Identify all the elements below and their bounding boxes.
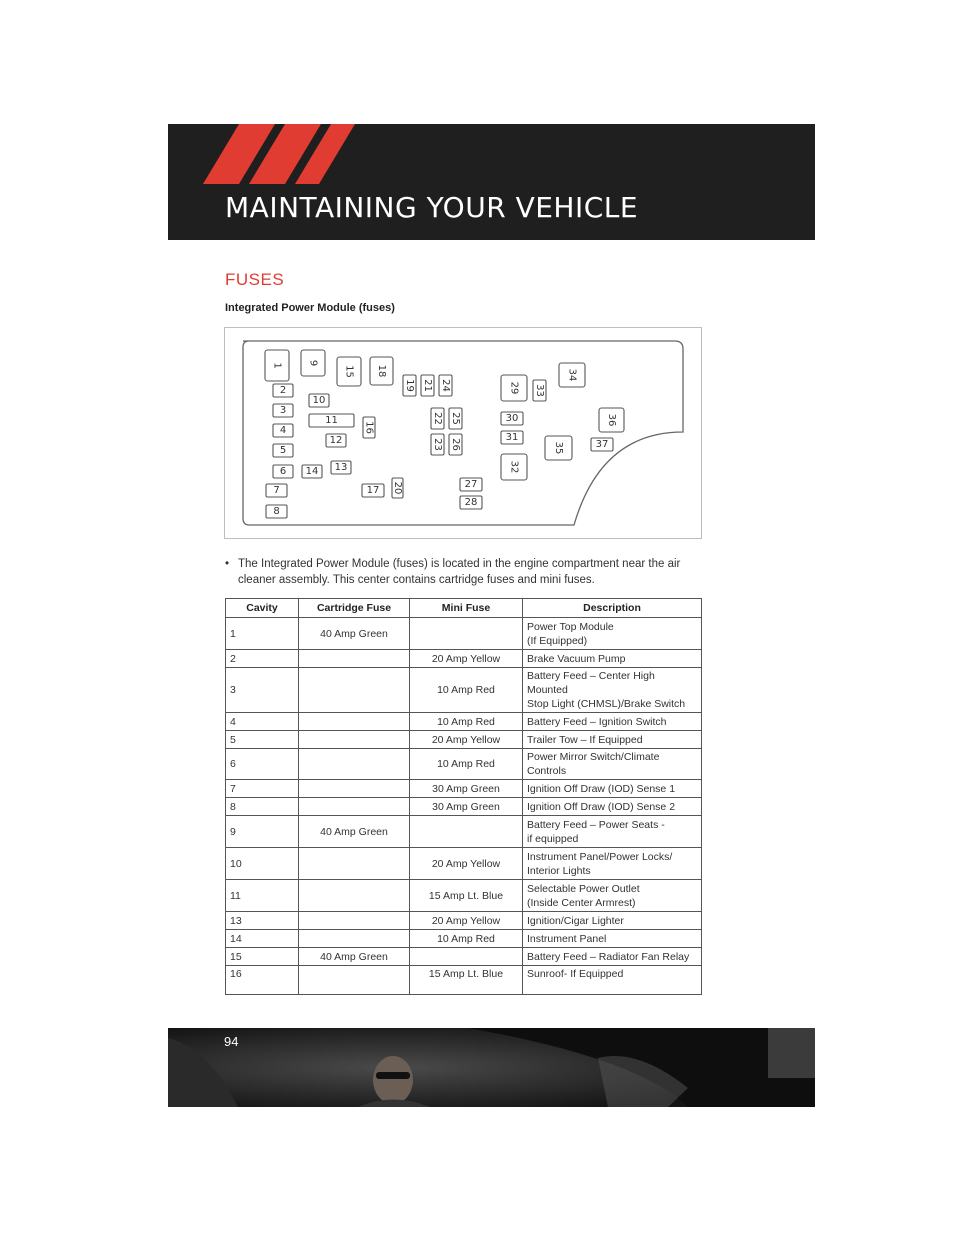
table-row bbox=[226, 650, 702, 668]
description-line: (If Equipped) bbox=[527, 634, 588, 647]
fuse-slot bbox=[403, 375, 416, 396]
fuse-slot-label: 29 bbox=[508, 381, 520, 395]
fuse-slot bbox=[501, 454, 527, 480]
fuse-slot-label: 27 bbox=[464, 479, 478, 490]
mini-fuse-cell: 20 Amp Yellow bbox=[410, 912, 523, 930]
description-line: Brake Vacuum Pump bbox=[527, 652, 626, 665]
fuse-slot-label: 12 bbox=[329, 435, 343, 446]
description-cell bbox=[523, 780, 702, 798]
header-cavity: Cavity bbox=[226, 599, 299, 618]
description-line: Battery Feed – Center High Mounted bbox=[527, 670, 655, 696]
description-line: Stop Light (CHMSL)/Brake Switch bbox=[527, 698, 686, 710]
fuse-slot bbox=[501, 375, 527, 401]
description-cell bbox=[523, 948, 702, 966]
fuse-slot bbox=[273, 465, 293, 478]
header-description: Description bbox=[523, 599, 702, 618]
description-line: Trailer Tow – If Equipped bbox=[527, 733, 643, 746]
cartridge-fuse-cell bbox=[299, 880, 410, 912]
location-note-text: The Integrated Power Module (fuses) is located in the engine compartment near the air cleaner assembly. This center contains cartridge fuses and mini fuses. bbox=[238, 558, 681, 586]
fuse-slot bbox=[545, 436, 572, 460]
mini-fuse-cell bbox=[410, 948, 523, 966]
table-row bbox=[226, 618, 702, 650]
fuse-slot-label: 31 bbox=[505, 432, 519, 443]
fuse-slot-label: 19 bbox=[404, 379, 415, 392]
description-line: Ignition Off Draw (IOD) Sense 2 bbox=[527, 800, 676, 813]
cavity-cell: 10 bbox=[226, 848, 299, 880]
fuse-slot bbox=[559, 363, 585, 387]
table-row bbox=[226, 966, 702, 995]
fuse-slot-label: 35 bbox=[553, 441, 564, 455]
fuse-slot-label: 3 bbox=[279, 405, 287, 416]
cartridge-fuse-cell bbox=[299, 848, 410, 880]
description-cell bbox=[523, 668, 702, 713]
fuse-slot bbox=[302, 465, 322, 478]
fuse-slot-label: 10 bbox=[312, 395, 326, 406]
mini-fuse-cell: 10 Amp Red bbox=[410, 713, 523, 731]
cavity-cell: 14 bbox=[226, 930, 299, 948]
page-number: 94 bbox=[224, 1034, 239, 1049]
fuse-slot bbox=[392, 478, 403, 498]
table-row bbox=[226, 798, 702, 816]
cartridge-fuse-cell bbox=[299, 912, 410, 930]
fuse-slot-label: 4 bbox=[279, 425, 287, 436]
description-cell bbox=[523, 798, 702, 816]
fuse-slot bbox=[501, 431, 523, 444]
fuse-slot bbox=[273, 424, 293, 437]
fuse-slot bbox=[431, 408, 444, 429]
cartridge-fuse-cell bbox=[299, 668, 410, 713]
description-cell bbox=[523, 848, 702, 880]
description-line: Battery Feed – Ignition Switch bbox=[527, 715, 667, 728]
fuse-slot-label: 21 bbox=[422, 379, 433, 392]
mini-fuse-cell: 15 Amp Lt. Blue bbox=[410, 966, 523, 995]
table-row bbox=[226, 880, 702, 912]
fuse-slot-label: 1 bbox=[271, 362, 283, 369]
cartridge-fuse-cell bbox=[299, 966, 410, 995]
cartridge-fuse-cell bbox=[299, 731, 410, 749]
fuse-slot bbox=[421, 375, 434, 396]
fuse-slot bbox=[326, 434, 346, 447]
fuse-slot bbox=[266, 505, 287, 518]
table-row bbox=[226, 816, 702, 848]
table-row bbox=[226, 912, 702, 930]
mini-fuse-cell: 15 Amp Lt. Blue bbox=[410, 880, 523, 912]
cavity-cell: 8 bbox=[226, 798, 299, 816]
description-cell bbox=[523, 930, 702, 948]
fuse-slot bbox=[370, 357, 393, 385]
cartridge-fuse-cell bbox=[299, 798, 410, 816]
description-cell bbox=[523, 650, 702, 668]
cartridge-fuse-cell: 40 Amp Green bbox=[299, 948, 410, 966]
chapter-header bbox=[168, 124, 815, 240]
description-line: Sunroof- If Equipped bbox=[527, 968, 624, 980]
cavity-cell: 5 bbox=[226, 731, 299, 749]
fuse-slot-label: 23 bbox=[432, 438, 443, 451]
fuse-slot-label: 28 bbox=[464, 497, 478, 508]
fuse-slot-label: 22 bbox=[432, 412, 443, 425]
table-row bbox=[226, 731, 702, 749]
cavity-cell: 13 bbox=[226, 912, 299, 930]
fuse-slot bbox=[591, 438, 613, 451]
chapter-title: MAINTAINING YOUR VEHICLE bbox=[225, 191, 639, 224]
fuse-slot bbox=[265, 350, 289, 381]
mini-fuse-cell bbox=[410, 618, 523, 650]
fuse-slot bbox=[460, 496, 482, 509]
fuse-table bbox=[225, 598, 702, 995]
table-row bbox=[226, 848, 702, 880]
description-line: Battery Feed – Radiator Fan Relay bbox=[527, 950, 690, 963]
fuse-slot-label: 36 bbox=[606, 413, 617, 427]
mini-fuse-cell: 10 Amp Red bbox=[410, 930, 523, 948]
fuse-slot bbox=[273, 404, 293, 417]
fuse-slot-label: 24 bbox=[440, 379, 451, 392]
description-line: Instrument Panel bbox=[527, 932, 607, 945]
fuse-slot-label: 33 bbox=[534, 384, 545, 397]
description-line: (Inside Center Armrest) bbox=[527, 896, 636, 909]
fuse-slot-label: 17 bbox=[366, 485, 380, 496]
table-row bbox=[226, 713, 702, 731]
cavity-cell: 9 bbox=[226, 816, 299, 848]
fuse-slot-label: 30 bbox=[505, 413, 519, 424]
mini-fuse-cell: 10 Amp Red bbox=[410, 668, 523, 713]
cavity-cell: 3 bbox=[226, 668, 299, 713]
fuse-slot-label: 6 bbox=[279, 466, 287, 477]
description-line: Ignition Off Draw (IOD) Sense 1 bbox=[527, 782, 676, 795]
fuse-slot-label: 16 bbox=[363, 421, 375, 434]
mini-fuse-cell: 30 Amp Green bbox=[410, 798, 523, 816]
cartridge-fuse-cell bbox=[299, 749, 410, 780]
description-cell bbox=[523, 912, 702, 930]
fuse-slot bbox=[273, 384, 293, 397]
description-line: if equipped bbox=[527, 832, 579, 845]
cavity-cell: 7 bbox=[226, 780, 299, 798]
fuse-slot-label: 18 bbox=[376, 364, 387, 378]
fuse-slot bbox=[460, 478, 482, 491]
fuse-slot bbox=[309, 414, 354, 427]
section-title: FUSES bbox=[225, 270, 285, 289]
fuse-slot bbox=[449, 434, 462, 455]
table-row bbox=[226, 948, 702, 966]
section-subtitle: Integrated Power Module (fuses) bbox=[225, 302, 395, 314]
fuse-slot-label: 25 bbox=[450, 412, 461, 425]
fuse-slot bbox=[362, 484, 384, 497]
fuse-slot-label: 20 bbox=[392, 481, 403, 495]
cartridge-fuse-cell bbox=[299, 650, 410, 668]
description-cell bbox=[523, 731, 702, 749]
cartridge-fuse-cell bbox=[299, 713, 410, 731]
description-cell bbox=[523, 966, 702, 995]
fuse-slot bbox=[309, 394, 329, 407]
location-note bbox=[225, 556, 705, 588]
fuse-box-diagram bbox=[224, 327, 702, 539]
fuse-slot bbox=[273, 444, 293, 457]
cavity-cell: 1 bbox=[226, 618, 299, 650]
fuse-slot bbox=[337, 357, 361, 386]
description-cell bbox=[523, 713, 702, 731]
cavity-cell: 15 bbox=[226, 948, 299, 966]
fuse-slot-label: 26 bbox=[450, 438, 461, 451]
footer-photo bbox=[168, 1028, 815, 1107]
fuse-slot bbox=[266, 484, 287, 497]
mini-fuse-cell: 20 Amp Yellow bbox=[410, 650, 523, 668]
fuse-slot-label: 32 bbox=[508, 460, 520, 474]
cartridge-fuse-cell: 40 Amp Green bbox=[299, 816, 410, 848]
mini-fuse-cell bbox=[410, 816, 523, 848]
mini-fuse-cell: 10 Amp Red bbox=[410, 749, 523, 780]
description-line: Power Mirror Switch/Climate Controls bbox=[527, 751, 660, 777]
description-cell bbox=[523, 880, 702, 912]
fuse-slot-label: 11 bbox=[325, 415, 338, 426]
mini-fuse-cell: 20 Amp Yellow bbox=[410, 848, 523, 880]
description-cell bbox=[523, 749, 702, 780]
header-cartridge-fuse: Cartridge Fuse bbox=[299, 599, 410, 618]
mini-fuse-cell: 30 Amp Green bbox=[410, 780, 523, 798]
fuse-slot bbox=[533, 380, 546, 401]
fuse-slot-label: 14 bbox=[305, 466, 319, 477]
description-line: Selectable Power Outlet bbox=[527, 882, 640, 895]
fuse-slot bbox=[331, 461, 351, 474]
fuse-slot-label: 8 bbox=[273, 506, 280, 517]
table-header-row bbox=[226, 599, 702, 618]
fuse-slot bbox=[301, 350, 325, 376]
cavity-cell: 11 bbox=[226, 880, 299, 912]
cartridge-fuse-cell bbox=[299, 930, 410, 948]
cavity-cell: 16 bbox=[226, 966, 299, 995]
table-row bbox=[226, 749, 702, 780]
fuse-slot-label: 7 bbox=[273, 485, 280, 496]
description-line: Instrument Panel/Power Locks/ bbox=[527, 850, 673, 863]
description-line: Power Top Module bbox=[527, 620, 614, 633]
cartridge-fuse-cell: 40 Amp Green bbox=[299, 618, 410, 650]
description-line: Battery Feed – Power Seats - bbox=[527, 818, 665, 831]
description-line: Interior Lights bbox=[527, 864, 591, 877]
cartridge-fuse-cell bbox=[299, 780, 410, 798]
fuse-box-drawing bbox=[225, 328, 701, 538]
description-cell bbox=[523, 816, 702, 848]
fuse-slot-label: 34 bbox=[566, 368, 578, 382]
fuse-slot-label: 37 bbox=[595, 439, 609, 450]
table-row bbox=[226, 668, 702, 713]
fuse-slot-label: 9 bbox=[307, 359, 319, 367]
fuse-slot-label: 2 bbox=[279, 385, 287, 396]
cavity-cell: 6 bbox=[226, 749, 299, 780]
cavity-cell: 4 bbox=[226, 713, 299, 731]
fuse-slot bbox=[439, 375, 452, 396]
table-row bbox=[226, 780, 702, 798]
fuse-slot-label: 5 bbox=[279, 445, 287, 456]
description-cell bbox=[523, 618, 702, 650]
bullet-marker: • bbox=[225, 558, 230, 570]
fuse-slot bbox=[431, 434, 444, 455]
fuse-slot bbox=[363, 417, 375, 438]
fuse-slot-label: 15 bbox=[343, 365, 355, 378]
description-line: Ignition/Cigar Lighter bbox=[527, 914, 624, 927]
table-row bbox=[226, 930, 702, 948]
page-footer bbox=[168, 1028, 815, 1107]
fuse-slot-label: 13 bbox=[334, 462, 348, 473]
header-mini-fuse: Mini Fuse bbox=[410, 599, 523, 618]
fuse-slot bbox=[599, 408, 624, 432]
fuse-slot bbox=[449, 408, 462, 429]
fuse-slot bbox=[501, 412, 523, 425]
cavity-cell: 2 bbox=[226, 650, 299, 668]
mini-fuse-cell: 20 Amp Yellow bbox=[410, 731, 523, 749]
